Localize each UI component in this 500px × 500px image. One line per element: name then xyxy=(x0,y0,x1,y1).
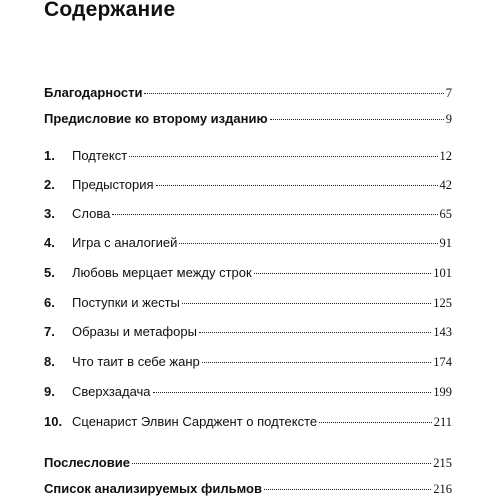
dot-leader xyxy=(199,332,431,333)
chapter-number: 4. xyxy=(44,235,55,250)
toc-entry-label: Послесловие xyxy=(44,455,130,470)
toc-entry-label: Благодарности xyxy=(44,85,143,100)
toc-entry-label: Предисловие ко второму изданию xyxy=(44,111,268,126)
chapter-number: 10. xyxy=(44,414,63,429)
page-title: Содержание xyxy=(44,0,176,21)
toc-page-number: 42 xyxy=(439,178,452,192)
toc-page-number: 7 xyxy=(445,86,452,100)
toc-entry-preface[interactable] xyxy=(44,110,452,128)
dot-leader xyxy=(112,214,437,215)
chapter-number: 3. xyxy=(44,206,55,221)
toc-entry-label: Что таит в себе жанр xyxy=(72,354,200,369)
toc-entry-chapter-1[interactable] xyxy=(44,147,452,165)
toc-page-number: 215 xyxy=(433,456,452,470)
toc-entry-label: Любовь мерцает между строк xyxy=(72,265,252,280)
toc-page-number: 101 xyxy=(433,266,452,280)
toc-entry-chapter-2[interactable] xyxy=(44,176,452,194)
toc-entry-chapter-8[interactable] xyxy=(44,353,452,371)
toc-entry-label: Поступки и жесты xyxy=(72,295,180,310)
toc-page-number: 65 xyxy=(439,207,452,221)
toc-entry-label: Подтекст xyxy=(72,148,128,163)
toc-entry-chapter-4[interactable] xyxy=(44,234,452,252)
chapter-number: 7. xyxy=(44,324,55,339)
toc-page-number: 211 xyxy=(433,415,452,429)
toc-entry-chapter-10[interactable] xyxy=(44,413,452,431)
toc-entry-afterword[interactable] xyxy=(44,454,452,472)
dot-leader xyxy=(270,119,444,120)
toc-entry-chapter-7[interactable] xyxy=(44,323,452,341)
toc-entry-acknowledgements[interactable] xyxy=(44,84,452,102)
toc-page-number: 91 xyxy=(439,236,452,250)
toc-page-number: 9 xyxy=(445,112,452,126)
dot-leader xyxy=(319,422,432,423)
dot-leader xyxy=(254,273,432,274)
chapter-number: 6. xyxy=(44,295,55,310)
toc-entry-label: Образы и метафоры xyxy=(72,324,197,339)
toc-entry-label: Игра с аналогией xyxy=(72,235,178,250)
chapter-number: 8. xyxy=(44,354,55,369)
toc-page-number: 199 xyxy=(433,385,452,399)
dot-leader xyxy=(129,156,437,157)
toc-page-number: 125 xyxy=(433,296,452,310)
dot-leader xyxy=(153,392,432,393)
toc-entry-chapter-3[interactable] xyxy=(44,205,452,223)
chapter-number: 9. xyxy=(44,384,55,399)
toc-entry-label: Предыстория xyxy=(72,177,154,192)
toc-entry-label: Сценарист Элвин Сарджент о подтексте xyxy=(72,414,318,429)
dot-leader xyxy=(202,362,431,363)
toc-entry-chapter-5[interactable] xyxy=(44,264,452,282)
chapter-number: 1. xyxy=(44,148,55,163)
toc-entry-label: Список анализируемых фильмов xyxy=(44,481,262,496)
dot-leader xyxy=(156,185,438,186)
chapter-number: 2. xyxy=(44,177,55,192)
toc-page-number: 174 xyxy=(433,355,452,369)
toc-entry-chapter-6[interactable] xyxy=(44,294,452,312)
toc-page-number: 12 xyxy=(439,149,452,163)
toc-page-number: 216 xyxy=(433,482,452,496)
toc-page-number: 143 xyxy=(433,325,452,339)
dot-leader xyxy=(132,463,431,464)
dot-leader xyxy=(182,303,431,304)
toc-entry-label: Сверхзадача xyxy=(72,384,151,399)
chapter-number: 5. xyxy=(44,265,55,280)
toc-entry-film-list[interactable] xyxy=(44,480,452,498)
dot-leader xyxy=(179,243,437,244)
dot-leader xyxy=(264,489,431,490)
dot-leader xyxy=(144,93,443,94)
toc-entry-label: Слова xyxy=(72,206,111,221)
toc-entry-chapter-9[interactable] xyxy=(44,383,452,401)
